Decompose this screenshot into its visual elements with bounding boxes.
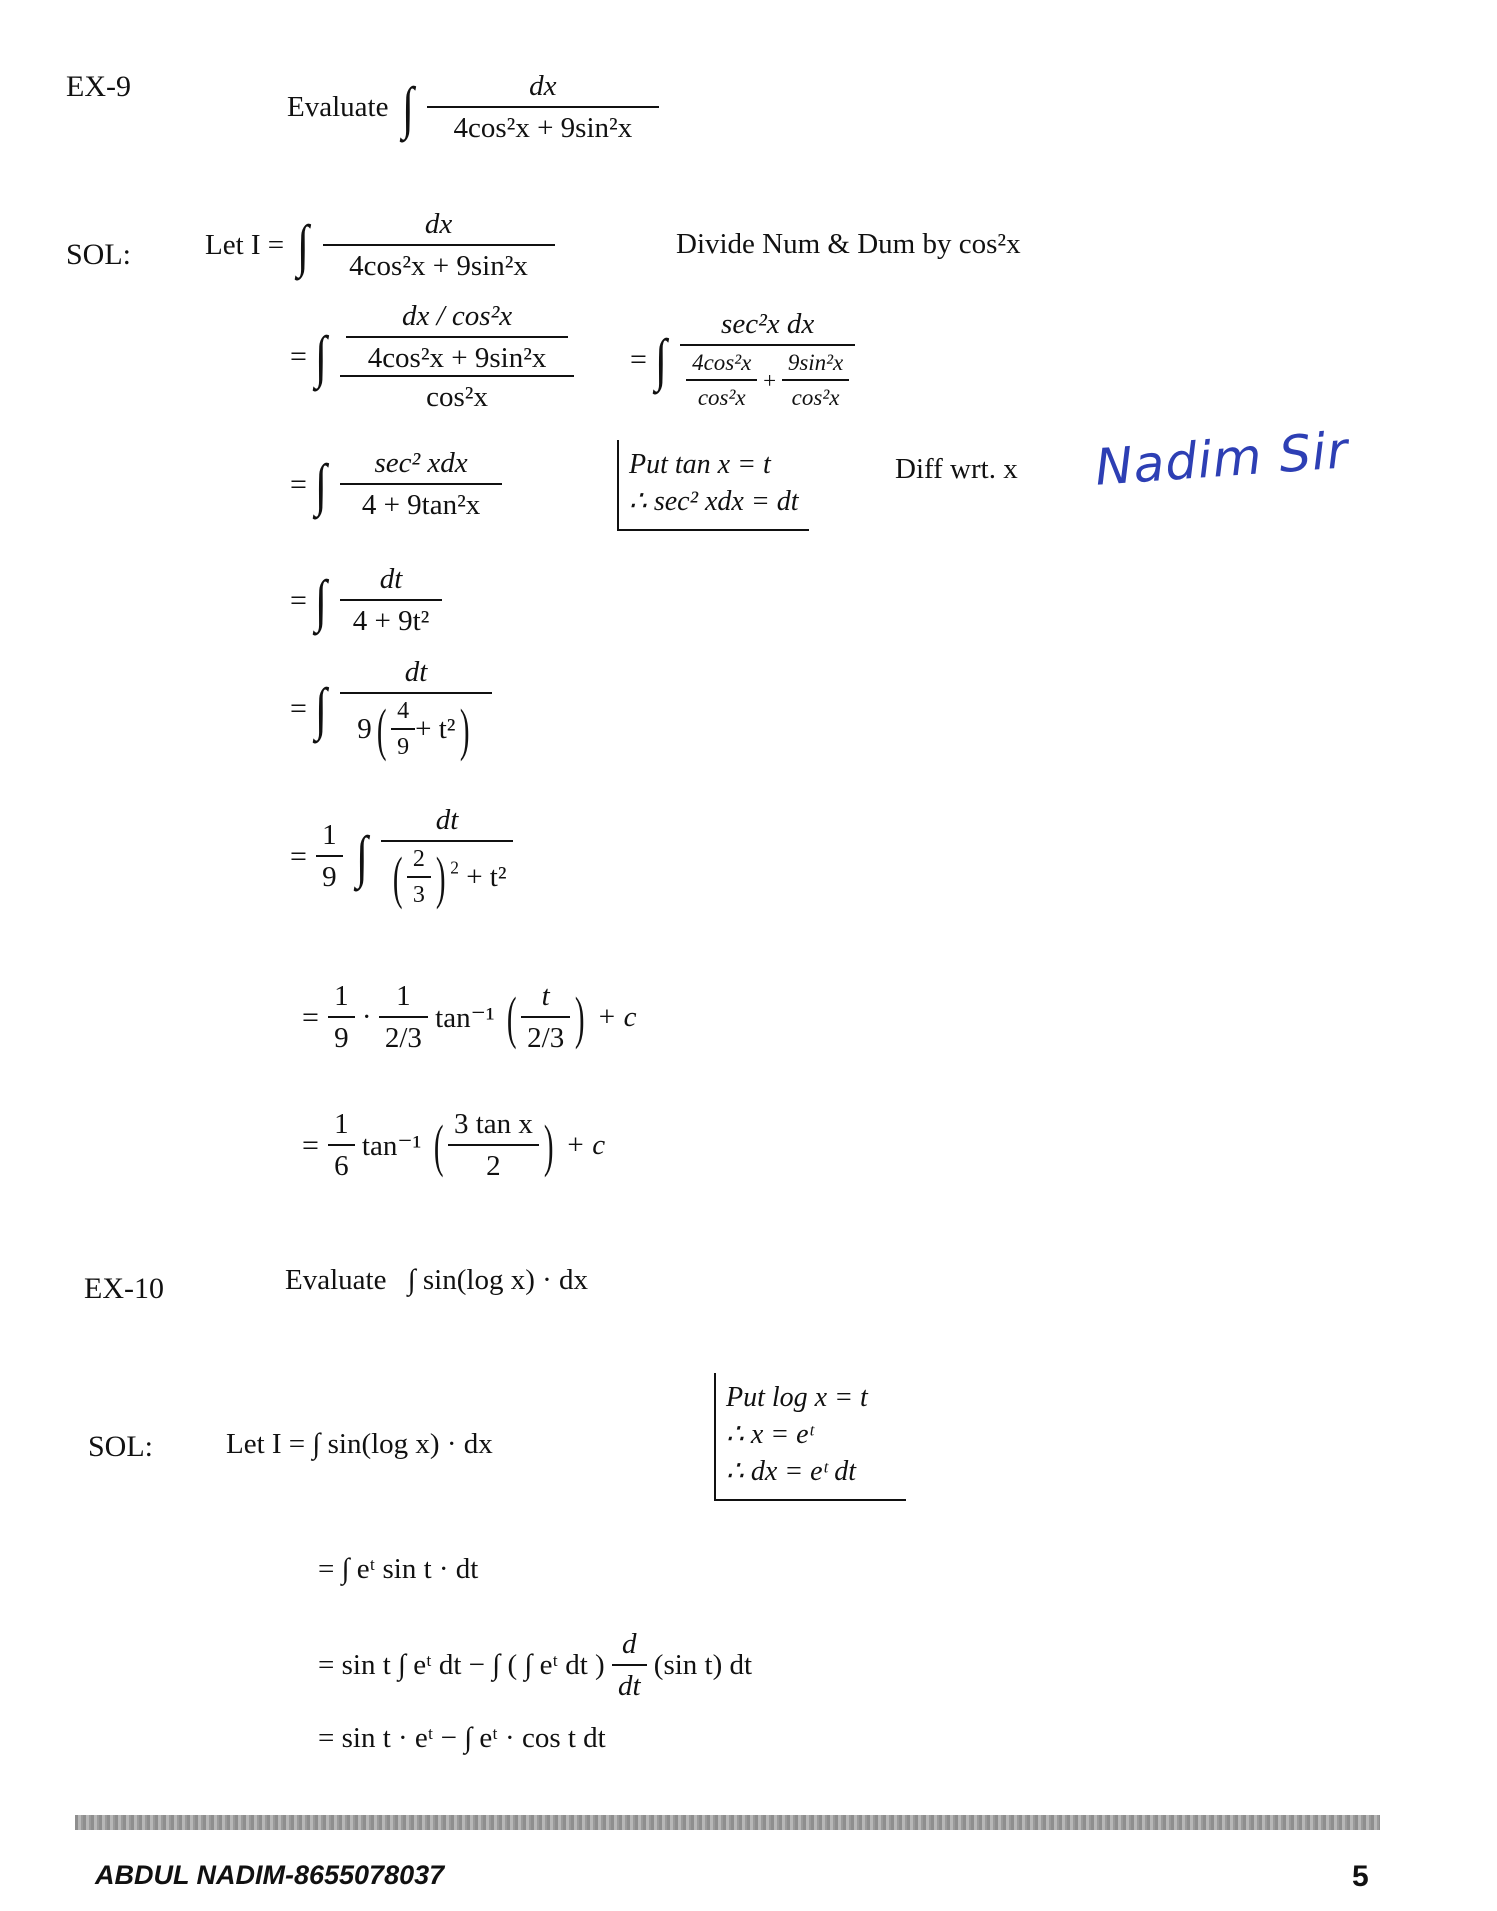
sol9-step6-argden: 2/3 <box>521 1016 570 1055</box>
sol9-step6-c1num: 1 <box>334 980 349 1012</box>
sol9-step2-num: sec² xdx <box>374 447 468 479</box>
sol9-denominator: 4cos²x + 9sin²x <box>323 244 555 283</box>
sol9-step5-cnum: 1 <box>322 819 337 851</box>
sol10-line1: = ∫ eᵗ sin t · dt <box>318 1553 479 1585</box>
sol10-box-line1: Put log x = t <box>726 1382 868 1413</box>
sol9-step5: = $\frac{1}{9}$ ∫ dt ( $\frac{2}{3}$ ) $^2$ + t² <box>290 804 513 909</box>
sol9-fraction <box>323 208 555 283</box>
ex10-evaluate: Evaluate <box>285 1263 387 1296</box>
sol9-step1-num-bot: 4cos²x + 9sin²x <box>346 336 568 375</box>
sol9-step6-tail: + c <box>596 1001 637 1033</box>
sol9-box-line1: Put tan x = t <box>629 449 771 480</box>
sol9-step7-argnum: 3 tan x <box>453 1108 533 1140</box>
sol10-line2-dt: dt <box>612 1664 647 1703</box>
sol9-step4-fden: 9 <box>391 728 415 761</box>
sol9-step3-den: 4 + 9t² <box>340 599 442 638</box>
sol9-step1b-a-num: 4cos²x <box>692 350 752 375</box>
sol9-step7-func: tan⁻¹ <box>361 1130 422 1162</box>
sol9-step1b-b-num: 9sin²x <box>787 350 844 375</box>
sol9-step4-coef: 9 <box>357 713 372 745</box>
ex10-label: EX-10 <box>84 1272 164 1305</box>
sol9-step7-argden: 2 <box>448 1144 539 1183</box>
sol9-step6: = $\frac{1}{9}$ · $\frac{1}{2/3}$ tan⁻¹ ( $\frac{t}{2/3}$ ) + c <box>302 980 637 1054</box>
sol10-let: Let I = ∫ sin(log x) · dx <box>226 1428 493 1460</box>
sol9-step2-den: 4 + 9tan²x <box>340 483 502 522</box>
sol9-box-line2: ∴ sec² xdx = dt <box>629 486 799 517</box>
sol10-line2a: = sin t ∫ eᵗ dt − ∫ ( ∫ eᵗ dt ) <box>318 1649 605 1681</box>
sol9-step6-argnum: t <box>541 980 550 1012</box>
sol9-step1b-num: sec²x dx <box>721 308 815 340</box>
sol9-step2: = ∫ $\frac{\text{sec² xdx}}{\text{4 + 9tan²x}}$ <box>290 447 502 522</box>
sol9-step6-c2den: 2/3 <box>379 1016 428 1055</box>
sol9-step7-tail: + c <box>565 1129 606 1161</box>
sol9-step6-c2num: 1 <box>396 980 411 1012</box>
sol9-label: SOL: <box>66 238 132 271</box>
integral-sign: ∫ <box>401 74 414 140</box>
sol10-substitution-box <box>714 1373 906 1501</box>
ex9-label: EX-9 <box>66 70 131 103</box>
sol9-let: Let I = <box>205 229 285 261</box>
sol9-step4: = ∫ dt 9( $\frac{4}{9}$ + t²) <box>290 656 492 761</box>
sol9-step7: = $\frac{1}{6}$ tan⁻¹ ( $\frac{\text{3 tan x}}{2}$ ) + c <box>302 1108 606 1182</box>
sol9-step1b: = ∫ sec²x dx $\frac{\text{4cos²x}}{\text{cos²x}}$ + $\frac{\text{9sin²x}}{\text{cos²x}}$ <box>630 308 855 411</box>
sol9-step4-num: dt <box>404 656 428 688</box>
sol9-step5-bnum: 2 <box>412 846 425 872</box>
sol9-step6-c1den: 9 <box>328 1016 355 1055</box>
sol9-step4-tail: + t² <box>415 713 456 745</box>
sol10-line2b: (sin t) dt <box>653 1649 753 1681</box>
sol9-step3: = ∫ $\frac{dt}{\text{4 + 9t²}}$ <box>290 563 442 638</box>
sol9-step7-cnum: 1 <box>334 1108 349 1140</box>
sol9-step5-num: dt <box>435 804 459 836</box>
sol10-box-line3: ∴ dx = eᵗ dt <box>726 1456 857 1487</box>
sol9-step3-num: dt <box>379 563 403 595</box>
ex9-fraction <box>427 70 659 145</box>
page-number: 5 <box>1352 1860 1369 1893</box>
sol9-step5-cden: 9 <box>316 855 343 894</box>
sol9-step4-fnum: 4 <box>397 698 410 724</box>
sol9-step1b-plus: + <box>763 367 777 393</box>
integral-sign: ∫ <box>297 212 310 278</box>
sol9-diff-note: Diff wrt. x <box>895 453 1018 485</box>
sol9-step5-bden: 3 <box>407 876 431 909</box>
sol9-step1-num-top: dx / cos²x <box>401 300 513 332</box>
ex9-denominator: 4cos²x + 9sin²x <box>427 106 659 145</box>
sol10-line3: = sin t · eᵗ − ∫ eᵗ · cos t dt <box>318 1722 606 1754</box>
ex10-question <box>285 1262 588 1297</box>
sol9-step1b-b-den: cos²x <box>782 379 849 411</box>
sol9-substitution-box <box>617 440 809 531</box>
sol9-step6-func: tan⁻¹ <box>435 1002 495 1034</box>
ex9-evaluate: Evaluate <box>287 91 389 123</box>
handwritten-signature: Nadim Sir <box>1093 421 1351 497</box>
sol9-step1-den: cos²x <box>340 375 574 414</box>
sol9-step7-cden: 6 <box>328 1144 355 1183</box>
sol9-step1b-a-den: cos²x <box>686 379 757 411</box>
sol10-label: SOL: <box>88 1430 154 1463</box>
sol9-step1-fraction <box>340 300 574 414</box>
sol9-divide-note: Divide Num & Dum by cos²x <box>676 228 1021 260</box>
sol9-let-line <box>205 208 555 283</box>
sol10-line2-d: d <box>622 1628 637 1660</box>
ex10-expr: ∫ sin(log x) · dx <box>407 1263 589 1296</box>
ex9-numerator: dx <box>529 70 557 102</box>
sol9-step5-exp: 2 <box>450 857 459 878</box>
sol9-numerator: dx <box>424 208 453 240</box>
sol9-step1b-fraction <box>680 308 855 411</box>
ex9-question <box>287 70 659 145</box>
footer-author: ABDUL NADIM-8655078037 <box>95 1860 445 1890</box>
sol10-box-line2: ∴ x = eᵗ <box>726 1419 814 1450</box>
footer-divider <box>75 1815 1380 1830</box>
sol9-step1: = ∫ dx / cos²x 4cos²x + 9sin²x cos²x <box>290 300 574 414</box>
sol9-step5-tail: + t² <box>466 861 507 893</box>
sol10-line2 <box>318 1628 752 1703</box>
